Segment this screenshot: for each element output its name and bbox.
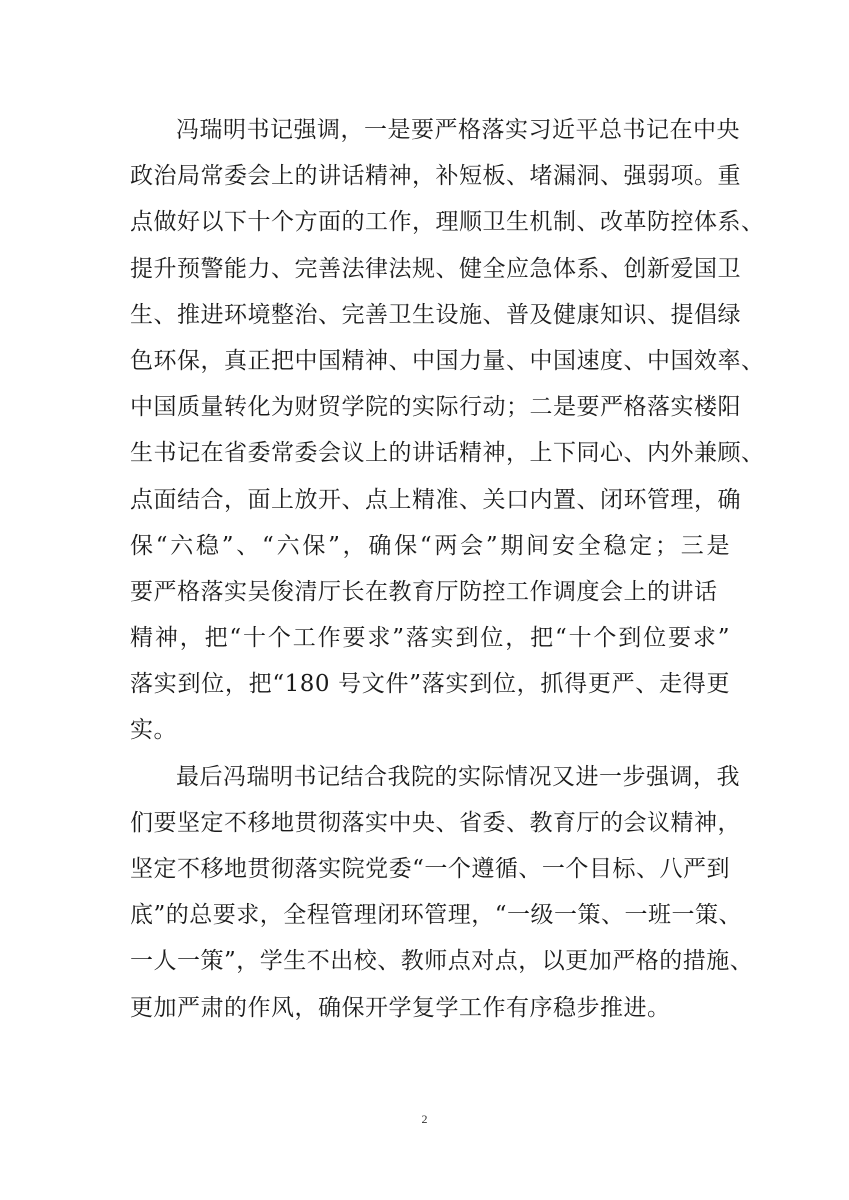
paragraph-line: 精神，把“十个工作要求”落实到位，把“十个到位要求” xyxy=(130,625,730,652)
paragraph-line: 中国质量转化为财贸学院的实际行动；二是要严格落实楼阳 xyxy=(130,394,741,421)
paragraph-line: 生书记在省委常委会议上的讲话精神，上下同心、内外兼顾、 xyxy=(130,440,765,467)
paragraph-line: 落实到位，把“180 号文件”落实到位，抓得更严、走得更 xyxy=(130,671,730,698)
paragraph-line: 要严格落实吴俊清厅长在教育厅防控工作调度会上的讲话 xyxy=(130,578,718,605)
paragraph-line: 更加严肃的作风，确保开学复学工作有序稳步推进。 xyxy=(130,994,671,1021)
paragraph-line: 政治局常委会上的讲话精神，补短板、堵漏洞、强弱项。重 xyxy=(130,163,741,190)
paragraph-line: 坚定不移地贯彻落实院党委“一个遵循、一个目标、八严到 xyxy=(130,856,730,882)
paragraph-line: 点做好以下十个方面的工作，理顺卫生机制、改革防控体系、 xyxy=(130,209,765,236)
paragraph-line: 色环保，真正把中国精神、中国力量、中国速度、中国效率、 xyxy=(130,347,765,374)
paragraph-line: 生、推进环境整治、完善卫生设施、普及健康知识、提倡绿 xyxy=(130,301,741,328)
paragraph-line: 实。 xyxy=(130,717,177,744)
paragraph-2 xyxy=(130,754,754,1031)
page-number: 2 xyxy=(421,1112,428,1126)
paragraph-line: 点面结合，面上放开、点上精准、关口内置、闭环管理，确 xyxy=(130,486,741,513)
paragraph-line: 底”的总要求，全程管理闭环管理，“一级一策、一班一策、 xyxy=(130,902,743,929)
paragraph-line: 冯瑞明书记强调，一是要严格落实习近平总书记在中央 xyxy=(176,117,740,143)
paragraph-line: 提升预警能力、完善法律法规、健全应急体系、创新爱国卫 xyxy=(130,255,741,282)
paragraph-line: 一人一策”，学生不出校、教师点对点，以更加严格的措施、 xyxy=(130,948,754,975)
paragraph-1 xyxy=(130,107,765,754)
document-body xyxy=(130,107,765,1031)
paragraph-line: 保“六稳”、“六保”，确保“两会”期间安全稳定；三是 xyxy=(130,532,730,559)
paragraph-line: 们要坚定不移地贯彻落实中央、省委、教育厅的会议精神， xyxy=(130,809,741,836)
paragraph-line: 最后冯瑞明书记结合我院的实际情况又进一步强调，我 xyxy=(176,763,740,790)
